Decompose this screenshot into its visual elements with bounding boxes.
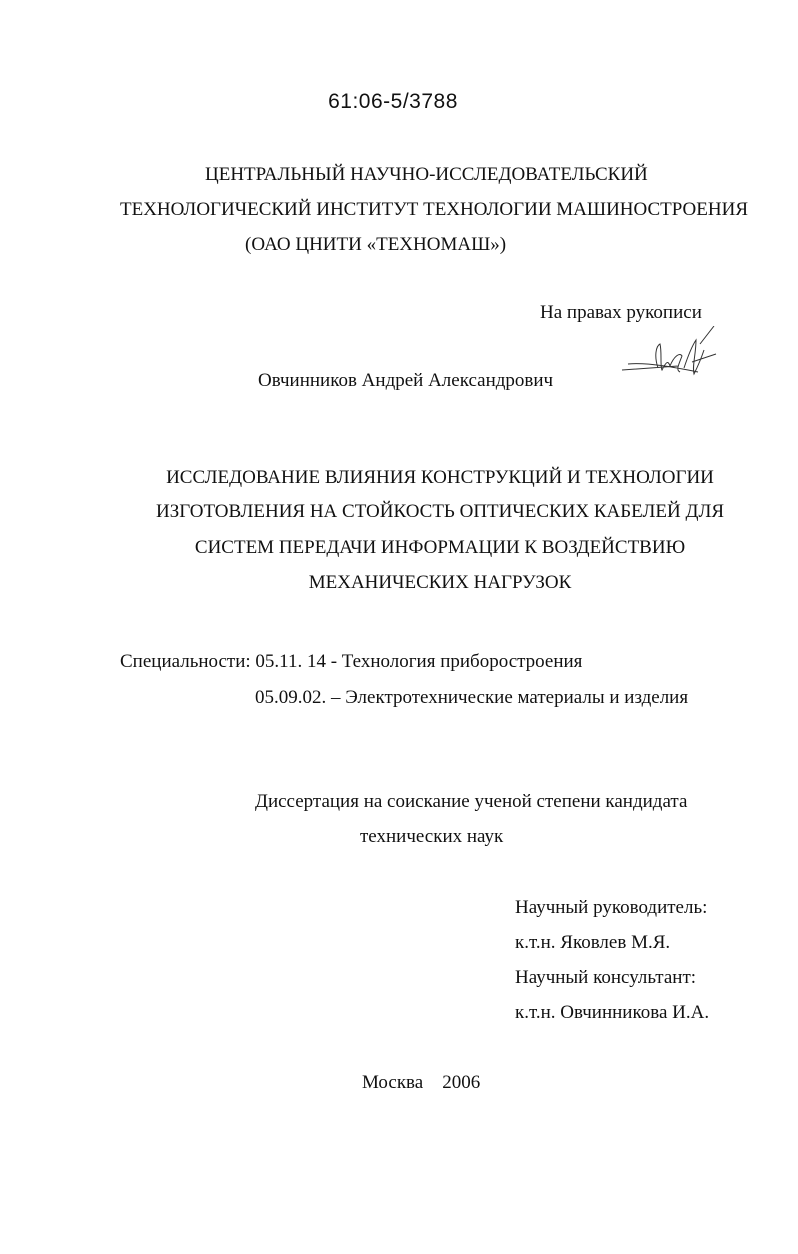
consultant-name: к.т.н. Овчинникова И.А. [515, 1002, 710, 1023]
author-name: Овчинников Андрей Александрович [258, 370, 554, 391]
consultant-label: Научный консультант: [515, 967, 697, 988]
institution-line-1: ЦЕНТРАЛЬНЫЙ НАУЧНО-ИССЛЕДОВАТЕЛЬСКИЙ [205, 164, 648, 185]
title-line-1: ИССЛЕДОВАНИЕ ВЛИЯНИЯ КОНСТРУКЦИЙ И ТЕХНОЛОГИИ [166, 467, 714, 488]
degree-line-2: технических наук [360, 826, 504, 847]
place-year: Москва 2006 [362, 1072, 481, 1093]
supervisor-name: к.т.н. Яковлев М.Я. [515, 932, 671, 953]
institution-line-3: (ОАО ЦНИТИ «ТЕХНОМАШ») [245, 234, 507, 255]
title-line-3: СИСТЕМ ПЕРЕДАЧИ ИНФОРМАЦИИ К ВОЗДЕЙСТВИЮ [194, 537, 686, 558]
specialty-2: 05.09.02. – Электротехнические материалы и изделия [255, 687, 689, 708]
signature-icon [618, 326, 718, 386]
document-code: 61:06-5/3788 [328, 90, 458, 113]
supervisor-label: Научный руководитель: [515, 897, 708, 918]
title-line-4: МЕХАНИЧЕСКИХ НАГРУЗОК [308, 572, 572, 593]
title-line-2: ИЗГОТОВЛЕНИЯ НА СТОЙКОСТЬ ОПТИЧЕСКИХ КАБЕЛЕЙ ДЛЯ [155, 501, 724, 522]
manuscript-note: На правах рукописи [540, 302, 702, 323]
specialty-1: Специальности: 05.11. 14 - Технология приборостроения [120, 651, 583, 672]
degree-line-1: Диссертация на соискание ученой степени кандидата [255, 791, 688, 812]
institution-line-2: ТЕХНОЛОГИЧЕСКИЙ ИНСТИТУТ ТЕХНОЛОГИИ МАШИНОСТРОЕНИЯ [120, 199, 749, 220]
